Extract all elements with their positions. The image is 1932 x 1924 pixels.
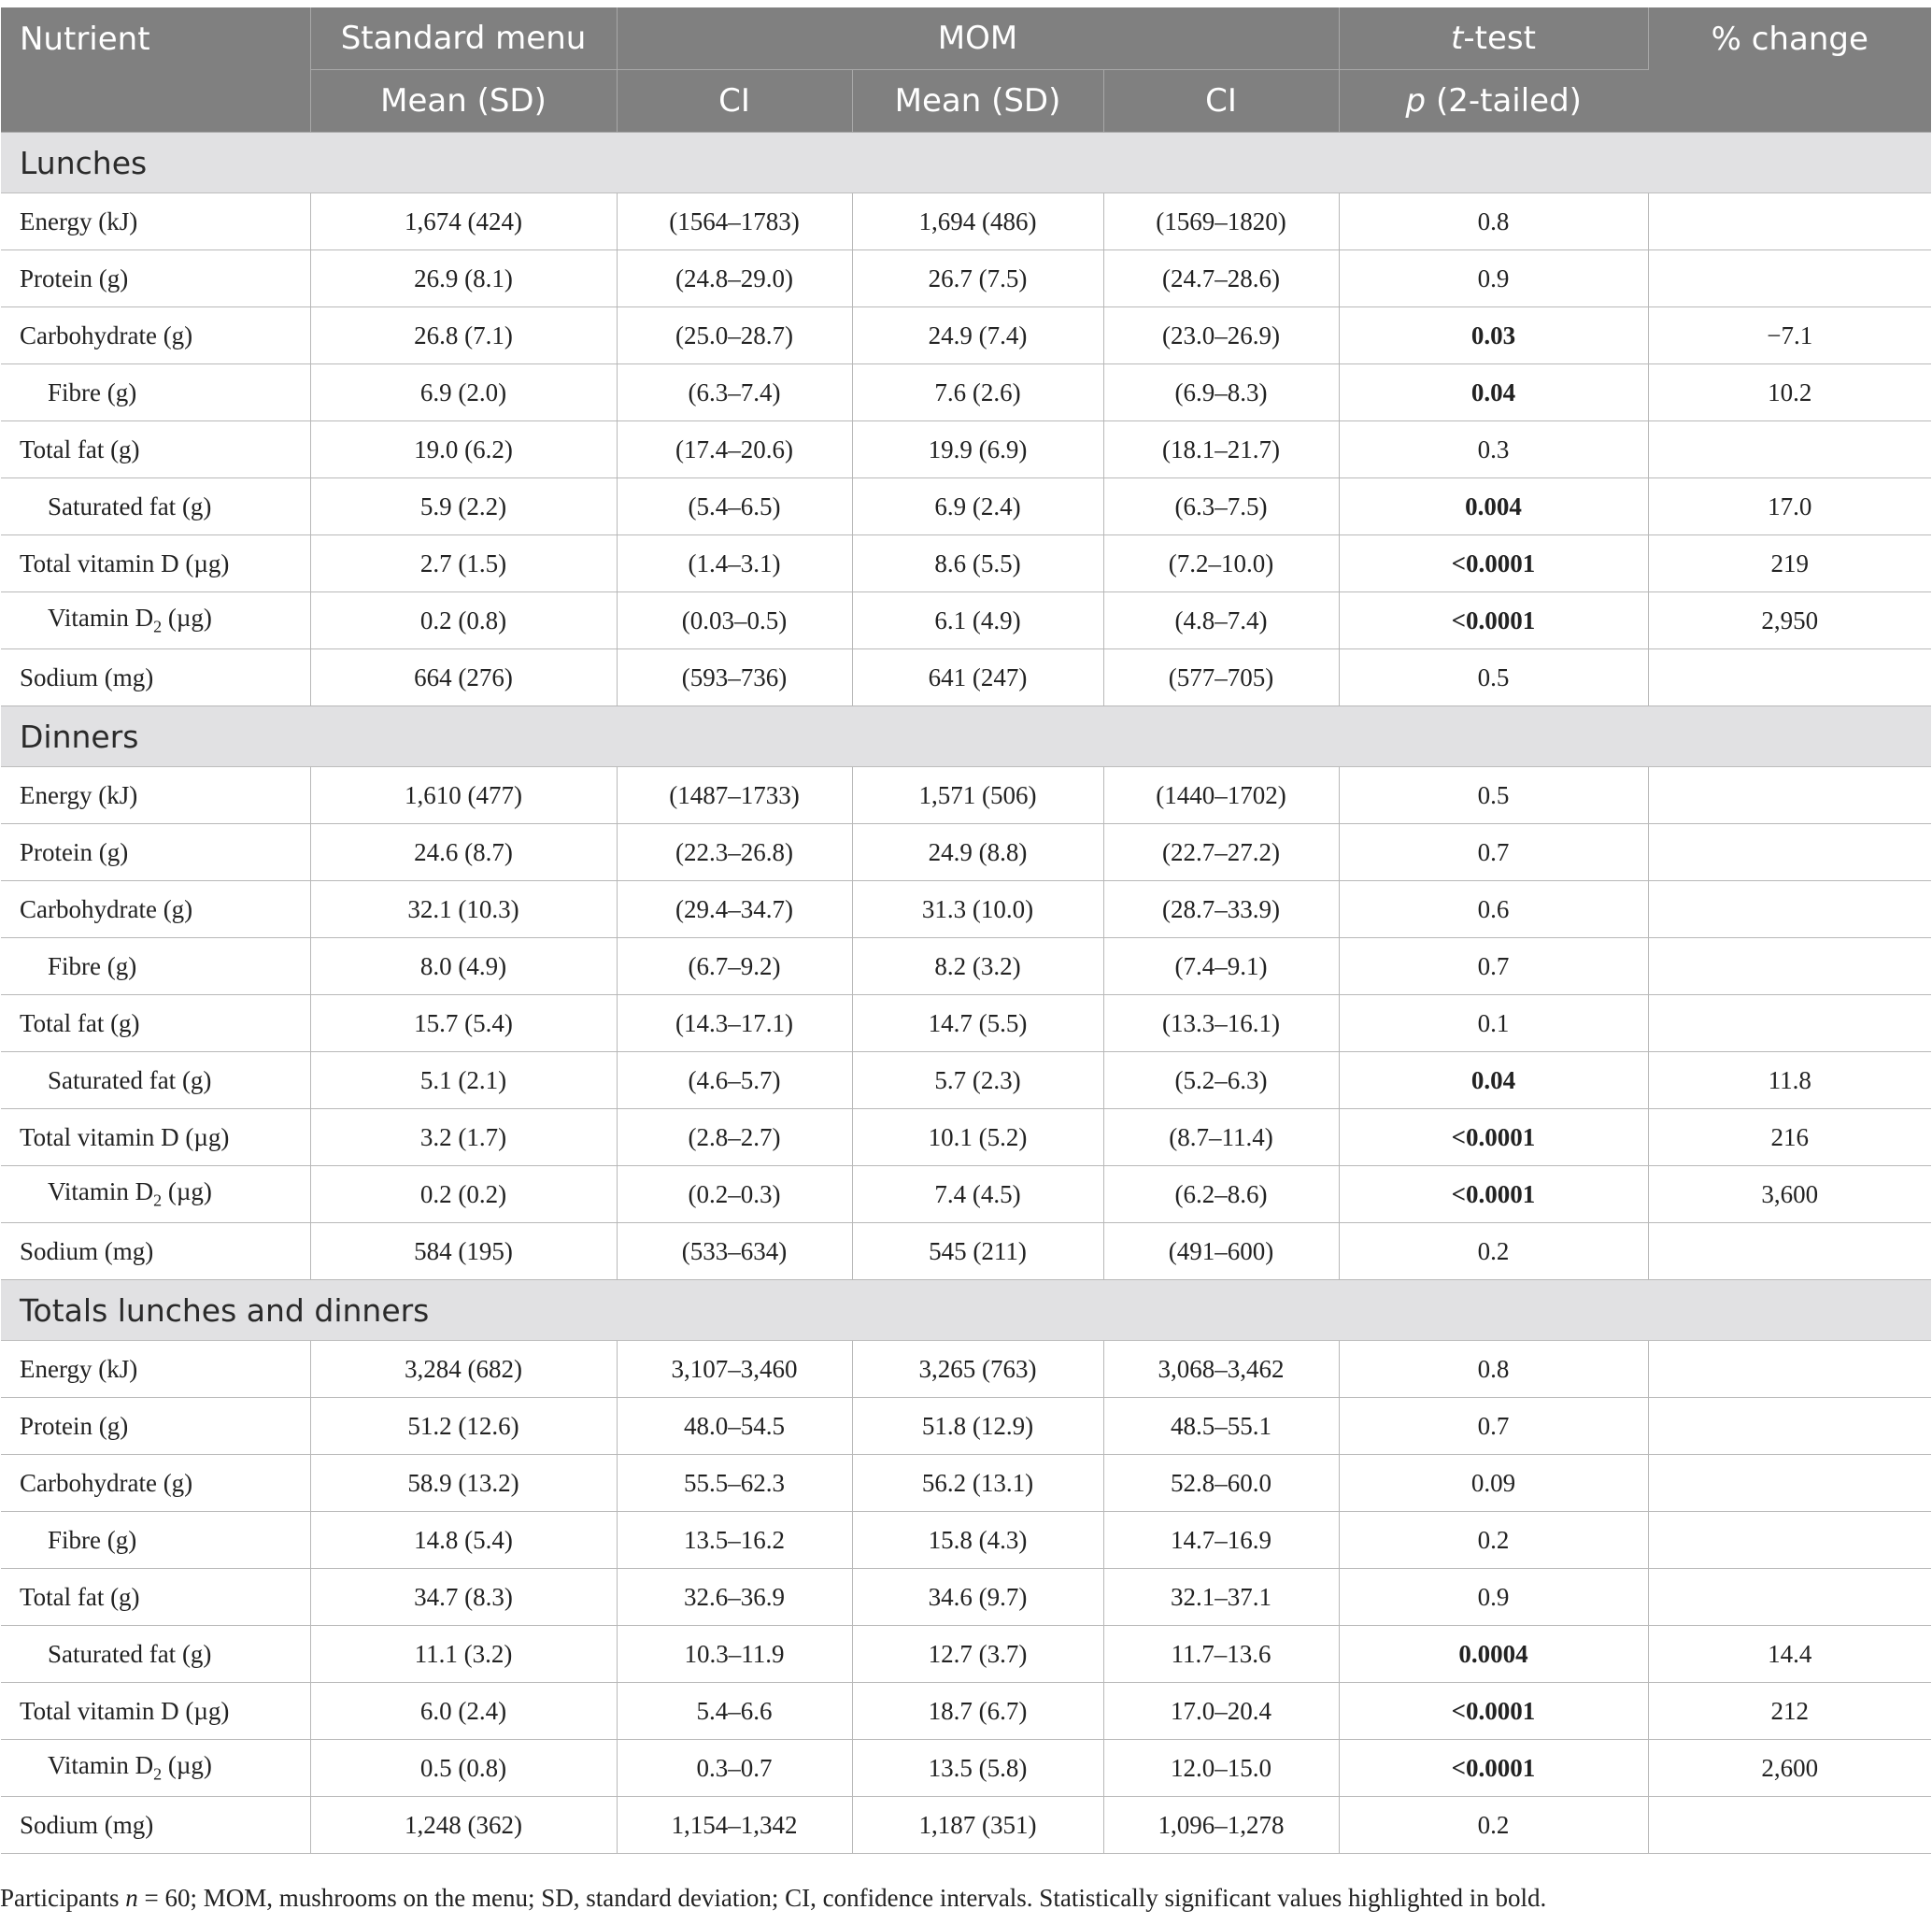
- p-value-cell: 0.5: [1339, 649, 1648, 706]
- p-value-cell: 0.004: [1339, 478, 1648, 535]
- mom-mean-cell: 14.7 (5.5): [852, 995, 1103, 1052]
- header-row-1: [1, 7, 1931, 70]
- nutrient-label: Protein (g): [1, 1398, 310, 1455]
- pct-change-cell: [1648, 1512, 1931, 1569]
- std-ci-cell: 3,107–3,460: [617, 1341, 852, 1398]
- p-value-cell: 0.9: [1339, 1569, 1648, 1626]
- mom-mean-cell: 1,187 (351): [852, 1797, 1103, 1854]
- table-row: [1, 1223, 1931, 1280]
- mom-ci-cell: (8.7–11.4): [1103, 1109, 1339, 1166]
- pct-change-cell: [1648, 1341, 1931, 1398]
- std-mean-cell: 1,610 (477): [310, 767, 617, 824]
- std-ci-cell: (1564–1783): [617, 193, 852, 250]
- table-row: [1, 592, 1931, 649]
- table-row: [1, 193, 1931, 250]
- p-value-cell: 0.2: [1339, 1223, 1648, 1280]
- pct-change-cell: [1648, 193, 1931, 250]
- mom-mean-cell: 1,694 (486): [852, 193, 1103, 250]
- p-value-cell: 0.0004: [1339, 1626, 1648, 1683]
- pct-change-cell: 212: [1648, 1683, 1931, 1740]
- nutrient-label-text: Vitamin D: [48, 1177, 154, 1206]
- pct-change-cell: 10.2: [1648, 364, 1931, 421]
- table-body: [1, 133, 1931, 1854]
- pct-change-cell: [1648, 881, 1931, 938]
- nutrient-label: Carbohydrate (g): [1, 881, 310, 938]
- std-ci-cell: (4.6–5.7): [617, 1052, 852, 1109]
- p-value-cell: 0.04: [1339, 1052, 1648, 1109]
- std-mean-cell: 1,248 (362): [310, 1797, 617, 1854]
- header-mom-mean-sd: Mean (SD): [852, 70, 1103, 133]
- std-ci-cell: (29.4–34.7): [617, 881, 852, 938]
- p-value-cell: 0.1: [1339, 995, 1648, 1052]
- mom-ci-cell: 52.8–60.0: [1103, 1455, 1339, 1512]
- std-ci-cell: (14.3–17.1): [617, 995, 852, 1052]
- std-ci-cell: (6.3–7.4): [617, 364, 852, 421]
- std-ci-cell: (593–736): [617, 649, 852, 706]
- header-p-value: [1339, 70, 1648, 133]
- nutrient-label: Sodium (mg): [1, 649, 310, 706]
- mom-ci-cell: 11.7–13.6: [1103, 1626, 1339, 1683]
- mom-ci-cell: (7.4–9.1): [1103, 938, 1339, 995]
- std-ci-cell: 1,154–1,342: [617, 1797, 852, 1854]
- std-ci-cell: (1487–1733): [617, 767, 852, 824]
- mom-mean-cell: 24.9 (8.8): [852, 824, 1103, 881]
- std-ci-cell: 10.3–11.9: [617, 1626, 852, 1683]
- pct-change-cell: [1648, 824, 1931, 881]
- mom-mean-cell: 6.1 (4.9): [852, 592, 1103, 649]
- table-row: [1, 1512, 1931, 1569]
- std-ci-cell: (22.3–26.8): [617, 824, 852, 881]
- header-t-italic: t: [1451, 20, 1464, 57]
- std-ci-cell: (17.4–20.6): [617, 421, 852, 478]
- std-mean-cell: 51.2 (12.6): [310, 1398, 617, 1455]
- std-mean-cell: 32.1 (10.3): [310, 881, 617, 938]
- pct-change-cell: [1648, 995, 1931, 1052]
- std-ci-cell: (0.2–0.3): [617, 1166, 852, 1223]
- mom-mean-cell: 5.7 (2.3): [852, 1052, 1103, 1109]
- pct-change-cell: 2,600: [1648, 1740, 1931, 1797]
- p-value-cell: 0.09: [1339, 1455, 1648, 1512]
- std-mean-cell: 1,674 (424): [310, 193, 617, 250]
- nutrient-label-subscript: 2: [153, 1764, 163, 1784]
- mom-ci-cell: (1569–1820): [1103, 193, 1339, 250]
- p-value-cell: <0.0001: [1339, 1740, 1648, 1797]
- std-mean-cell: 0.5 (0.8): [310, 1740, 617, 1797]
- std-mean-cell: 11.1 (3.2): [310, 1626, 617, 1683]
- p-value-cell: <0.0001: [1339, 1109, 1648, 1166]
- nutrient-label: Fibre (g): [1, 364, 310, 421]
- std-ci-cell: 5.4–6.6: [617, 1683, 852, 1740]
- p-value-cell: 0.9: [1339, 250, 1648, 307]
- mom-mean-cell: 1,571 (506): [852, 767, 1103, 824]
- std-ci-cell: (24.8–29.0): [617, 250, 852, 307]
- mom-ci-cell: (1440–1702): [1103, 767, 1339, 824]
- std-mean-cell: 34.7 (8.3): [310, 1569, 617, 1626]
- std-mean-cell: 6.0 (2.4): [310, 1683, 617, 1740]
- std-ci-cell: (25.0–28.7): [617, 307, 852, 364]
- pct-change-cell: 11.8: [1648, 1052, 1931, 1109]
- nutrient-label: [1, 1740, 310, 1797]
- pct-change-cell: [1648, 1223, 1931, 1280]
- nutrient-label: Saturated fat (g): [1, 1626, 310, 1683]
- table-header: [1, 7, 1931, 133]
- std-mean-cell: 15.7 (5.4): [310, 995, 617, 1052]
- p-value-cell: <0.0001: [1339, 592, 1648, 649]
- mom-ci-cell: (491–600): [1103, 1223, 1339, 1280]
- header-std-ci: CI: [617, 70, 852, 133]
- table-row: [1, 1683, 1931, 1740]
- nutrient-label: Energy (kJ): [1, 767, 310, 824]
- pct-change-cell: 14.4: [1648, 1626, 1931, 1683]
- footnote-n: n: [125, 1884, 138, 1912]
- p-value-cell: 0.3: [1339, 421, 1648, 478]
- pct-change-cell: 216: [1648, 1109, 1931, 1166]
- table-row: [1, 535, 1931, 592]
- nutrient-label: Fibre (g): [1, 938, 310, 995]
- mom-ci-cell: (4.8–7.4): [1103, 592, 1339, 649]
- pct-change-cell: 17.0: [1648, 478, 1931, 535]
- nutrient-label: [1, 592, 310, 649]
- p-value-cell: <0.0001: [1339, 1166, 1648, 1223]
- mom-ci-cell: (24.7–28.6): [1103, 250, 1339, 307]
- std-ci-cell: (6.7–9.2): [617, 938, 852, 995]
- nutrient-label: Saturated fat (g): [1, 478, 310, 535]
- p-value-cell: 0.5: [1339, 767, 1648, 824]
- table-row: [1, 1341, 1931, 1398]
- nutrient-label: Total vitamin D (µg): [1, 1109, 310, 1166]
- mom-mean-cell: 13.5 (5.8): [852, 1740, 1103, 1797]
- nutrient-label: Saturated fat (g): [1, 1052, 310, 1109]
- mom-mean-cell: 8.2 (3.2): [852, 938, 1103, 995]
- table-row: [1, 250, 1931, 307]
- std-mean-cell: 8.0 (4.9): [310, 938, 617, 995]
- mom-ci-cell: 48.5–55.1: [1103, 1398, 1339, 1455]
- std-mean-cell: 0.2 (0.8): [310, 592, 617, 649]
- mom-ci-cell: (6.9–8.3): [1103, 364, 1339, 421]
- section-title: Dinners: [1, 706, 1931, 767]
- mom-mean-cell: 8.6 (5.5): [852, 535, 1103, 592]
- mom-mean-cell: 15.8 (4.3): [852, 1512, 1103, 1569]
- mom-mean-cell: 18.7 (6.7): [852, 1683, 1103, 1740]
- p-value-cell: 0.7: [1339, 824, 1648, 881]
- p-value-cell: 0.2: [1339, 1512, 1648, 1569]
- p-value-cell: 0.7: [1339, 938, 1648, 995]
- pct-change-cell: −7.1: [1648, 307, 1931, 364]
- table-row: [1, 881, 1931, 938]
- std-mean-cell: 3.2 (1.7): [310, 1109, 617, 1166]
- nutrient-label: Carbohydrate (g): [1, 1455, 310, 1512]
- nutrient-label: Total fat (g): [1, 995, 310, 1052]
- footnote-part2: = 60; MOM, mushrooms on the menu; SD, standard deviation; CI, confidence intervals. Statistically significant values highlighted in bold.: [137, 1884, 1547, 1912]
- mom-ci-cell: (28.7–33.9): [1103, 881, 1339, 938]
- pct-change-cell: [1648, 938, 1931, 995]
- header-p-italic: p: [1405, 82, 1427, 120]
- p-value-cell: <0.0001: [1339, 535, 1648, 592]
- std-ci-cell: 55.5–62.3: [617, 1455, 852, 1512]
- table-row: [1, 364, 1931, 421]
- nutrient-label: Protein (g): [1, 824, 310, 881]
- table-row: [1, 307, 1931, 364]
- header-mom-ci: CI: [1103, 70, 1339, 133]
- p-value-cell: 0.04: [1339, 364, 1648, 421]
- std-mean-cell: 6.9 (2.0): [310, 364, 617, 421]
- mom-mean-cell: 12.7 (3.7): [852, 1626, 1103, 1683]
- mom-mean-cell: 7.4 (4.5): [852, 1166, 1103, 1223]
- mom-ci-cell: (6.2–8.6): [1103, 1166, 1339, 1223]
- nutrient-label-text: Vitamin D: [48, 604, 154, 633]
- std-ci-cell: (0.03–0.5): [617, 592, 852, 649]
- mom-ci-cell: 12.0–15.0: [1103, 1740, 1339, 1797]
- table-row: [1, 478, 1931, 535]
- header-std-mean-sd: Mean (SD): [310, 70, 617, 133]
- section-header: [1, 133, 1931, 193]
- std-mean-cell: 664 (276): [310, 649, 617, 706]
- nutrient-label-unit: (µg): [162, 1177, 212, 1206]
- std-ci-cell: (533–634): [617, 1223, 852, 1280]
- mom-mean-cell: 24.9 (7.4): [852, 307, 1103, 364]
- table-row: [1, 1398, 1931, 1455]
- nutrient-label-unit: (µg): [162, 1751, 212, 1780]
- nutrient-label: [1, 1166, 310, 1223]
- nutrient-label-text: Vitamin D: [48, 1751, 154, 1780]
- section-title: Lunches: [1, 133, 1931, 193]
- table-footnote: [0, 1884, 1546, 1913]
- std-mean-cell: 584 (195): [310, 1223, 617, 1280]
- mom-ci-cell: 3,068–3,462: [1103, 1341, 1339, 1398]
- header-mom: MOM: [617, 7, 1339, 70]
- p-value-cell: 0.03: [1339, 307, 1648, 364]
- section-header: [1, 706, 1931, 767]
- table-row: [1, 1740, 1931, 1797]
- mom-ci-cell: (13.3–16.1): [1103, 995, 1339, 1052]
- table-row: [1, 1109, 1931, 1166]
- std-mean-cell: 24.6 (8.7): [310, 824, 617, 881]
- table-wrapper: [0, 7, 1932, 1854]
- footnote-part1: Participants: [0, 1884, 126, 1912]
- table-row: [1, 824, 1931, 881]
- std-mean-cell: 26.9 (8.1): [310, 250, 617, 307]
- pct-change-cell: [1648, 250, 1931, 307]
- nutrient-label: Sodium (mg): [1, 1797, 310, 1854]
- mom-ci-cell: 1,096–1,278: [1103, 1797, 1339, 1854]
- mom-mean-cell: 6.9 (2.4): [852, 478, 1103, 535]
- table-row: [1, 1797, 1931, 1854]
- header-p-rest: (2-tailed): [1426, 82, 1582, 120]
- pct-change-cell: [1648, 649, 1931, 706]
- header-t-test: [1339, 7, 1648, 70]
- nutrient-label: Fibre (g): [1, 1512, 310, 1569]
- std-mean-cell: 2.7 (1.5): [310, 535, 617, 592]
- nutrient-label: Energy (kJ): [1, 193, 310, 250]
- nutrient-table: [1, 7, 1931, 1854]
- p-value-cell: 0.8: [1339, 193, 1648, 250]
- mom-mean-cell: 56.2 (13.1): [852, 1455, 1103, 1512]
- std-ci-cell: (1.4–3.1): [617, 535, 852, 592]
- mom-ci-cell: (22.7–27.2): [1103, 824, 1339, 881]
- nutrient-label: Total vitamin D (µg): [1, 1683, 310, 1740]
- header-pct-change: % change: [1648, 7, 1931, 133]
- pct-change-cell: [1648, 1398, 1931, 1455]
- table-row: [1, 1052, 1931, 1109]
- mom-mean-cell: 26.7 (7.5): [852, 250, 1103, 307]
- pct-change-cell: [1648, 1455, 1931, 1512]
- nutrient-label: Total fat (g): [1, 1569, 310, 1626]
- p-value-cell: 0.2: [1339, 1797, 1648, 1854]
- header-nutrient: Nutrient: [1, 7, 310, 133]
- nutrient-label: Protein (g): [1, 250, 310, 307]
- p-value-cell: 0.8: [1339, 1341, 1648, 1398]
- p-value-cell: 0.7: [1339, 1398, 1648, 1455]
- mom-mean-cell: 641 (247): [852, 649, 1103, 706]
- std-ci-cell: 48.0–54.5: [617, 1398, 852, 1455]
- pct-change-cell: [1648, 1569, 1931, 1626]
- mom-mean-cell: 10.1 (5.2): [852, 1109, 1103, 1166]
- pct-change-cell: [1648, 421, 1931, 478]
- mom-mean-cell: 7.6 (2.6): [852, 364, 1103, 421]
- nutrient-label-subscript: 2: [153, 617, 163, 636]
- std-ci-cell: 13.5–16.2: [617, 1512, 852, 1569]
- mom-mean-cell: 545 (211): [852, 1223, 1103, 1280]
- nutrient-label: Carbohydrate (g): [1, 307, 310, 364]
- std-ci-cell: 32.6–36.9: [617, 1569, 852, 1626]
- pct-change-cell: [1648, 1797, 1931, 1854]
- p-value-cell: <0.0001: [1339, 1683, 1648, 1740]
- nutrient-label: Total fat (g): [1, 421, 310, 478]
- table-row: [1, 995, 1931, 1052]
- mom-mean-cell: 3,265 (763): [852, 1341, 1103, 1398]
- std-ci-cell: 0.3–0.7: [617, 1740, 852, 1797]
- header-standard-menu: Standard menu: [310, 7, 617, 70]
- mom-ci-cell: (7.2–10.0): [1103, 535, 1339, 592]
- mom-ci-cell: (5.2–6.3): [1103, 1052, 1339, 1109]
- table-row: [1, 1455, 1931, 1512]
- table-row: [1, 421, 1931, 478]
- pct-change-cell: 2,950: [1648, 592, 1931, 649]
- mom-ci-cell: 17.0–20.4: [1103, 1683, 1339, 1740]
- nutrient-label: Energy (kJ): [1, 1341, 310, 1398]
- std-mean-cell: 19.0 (6.2): [310, 421, 617, 478]
- table-row: [1, 1166, 1931, 1223]
- mom-mean-cell: 19.9 (6.9): [852, 421, 1103, 478]
- section-header: [1, 1280, 1931, 1341]
- std-mean-cell: 5.9 (2.2): [310, 478, 617, 535]
- nutrient-label-unit: (µg): [162, 604, 212, 633]
- mom-ci-cell: (577–705): [1103, 649, 1339, 706]
- mom-ci-cell: 32.1–37.1: [1103, 1569, 1339, 1626]
- header-t-rest: -test: [1463, 20, 1536, 57]
- p-value-cell: 0.6: [1339, 881, 1648, 938]
- table-row: [1, 1626, 1931, 1683]
- std-mean-cell: 0.2 (0.2): [310, 1166, 617, 1223]
- pct-change-cell: [1648, 767, 1931, 824]
- mom-mean-cell: 51.8 (12.9): [852, 1398, 1103, 1455]
- std-mean-cell: 26.8 (7.1): [310, 307, 617, 364]
- mom-ci-cell: (6.3–7.5): [1103, 478, 1339, 535]
- std-mean-cell: 3,284 (682): [310, 1341, 617, 1398]
- nutrient-label-subscript: 2: [153, 1190, 163, 1210]
- std-mean-cell: 58.9 (13.2): [310, 1455, 617, 1512]
- std-ci-cell: (5.4–6.5): [617, 478, 852, 535]
- table-row: [1, 767, 1931, 824]
- nutrient-label: Sodium (mg): [1, 1223, 310, 1280]
- std-mean-cell: 5.1 (2.1): [310, 1052, 617, 1109]
- mom-mean-cell: 34.6 (9.7): [852, 1569, 1103, 1626]
- mom-ci-cell: (23.0–26.9): [1103, 307, 1339, 364]
- nutrient-label: Total vitamin D (µg): [1, 535, 310, 592]
- section-title: Totals lunches and dinners: [1, 1280, 1931, 1341]
- table-row: [1, 649, 1931, 706]
- std-mean-cell: 14.8 (5.4): [310, 1512, 617, 1569]
- pct-change-cell: 219: [1648, 535, 1931, 592]
- mom-mean-cell: 31.3 (10.0): [852, 881, 1103, 938]
- table-row: [1, 1569, 1931, 1626]
- pct-change-cell: 3,600: [1648, 1166, 1931, 1223]
- mom-ci-cell: 14.7–16.9: [1103, 1512, 1339, 1569]
- mom-ci-cell: (18.1–21.7): [1103, 421, 1339, 478]
- table-row: [1, 938, 1931, 995]
- std-ci-cell: (2.8–2.7): [617, 1109, 852, 1166]
